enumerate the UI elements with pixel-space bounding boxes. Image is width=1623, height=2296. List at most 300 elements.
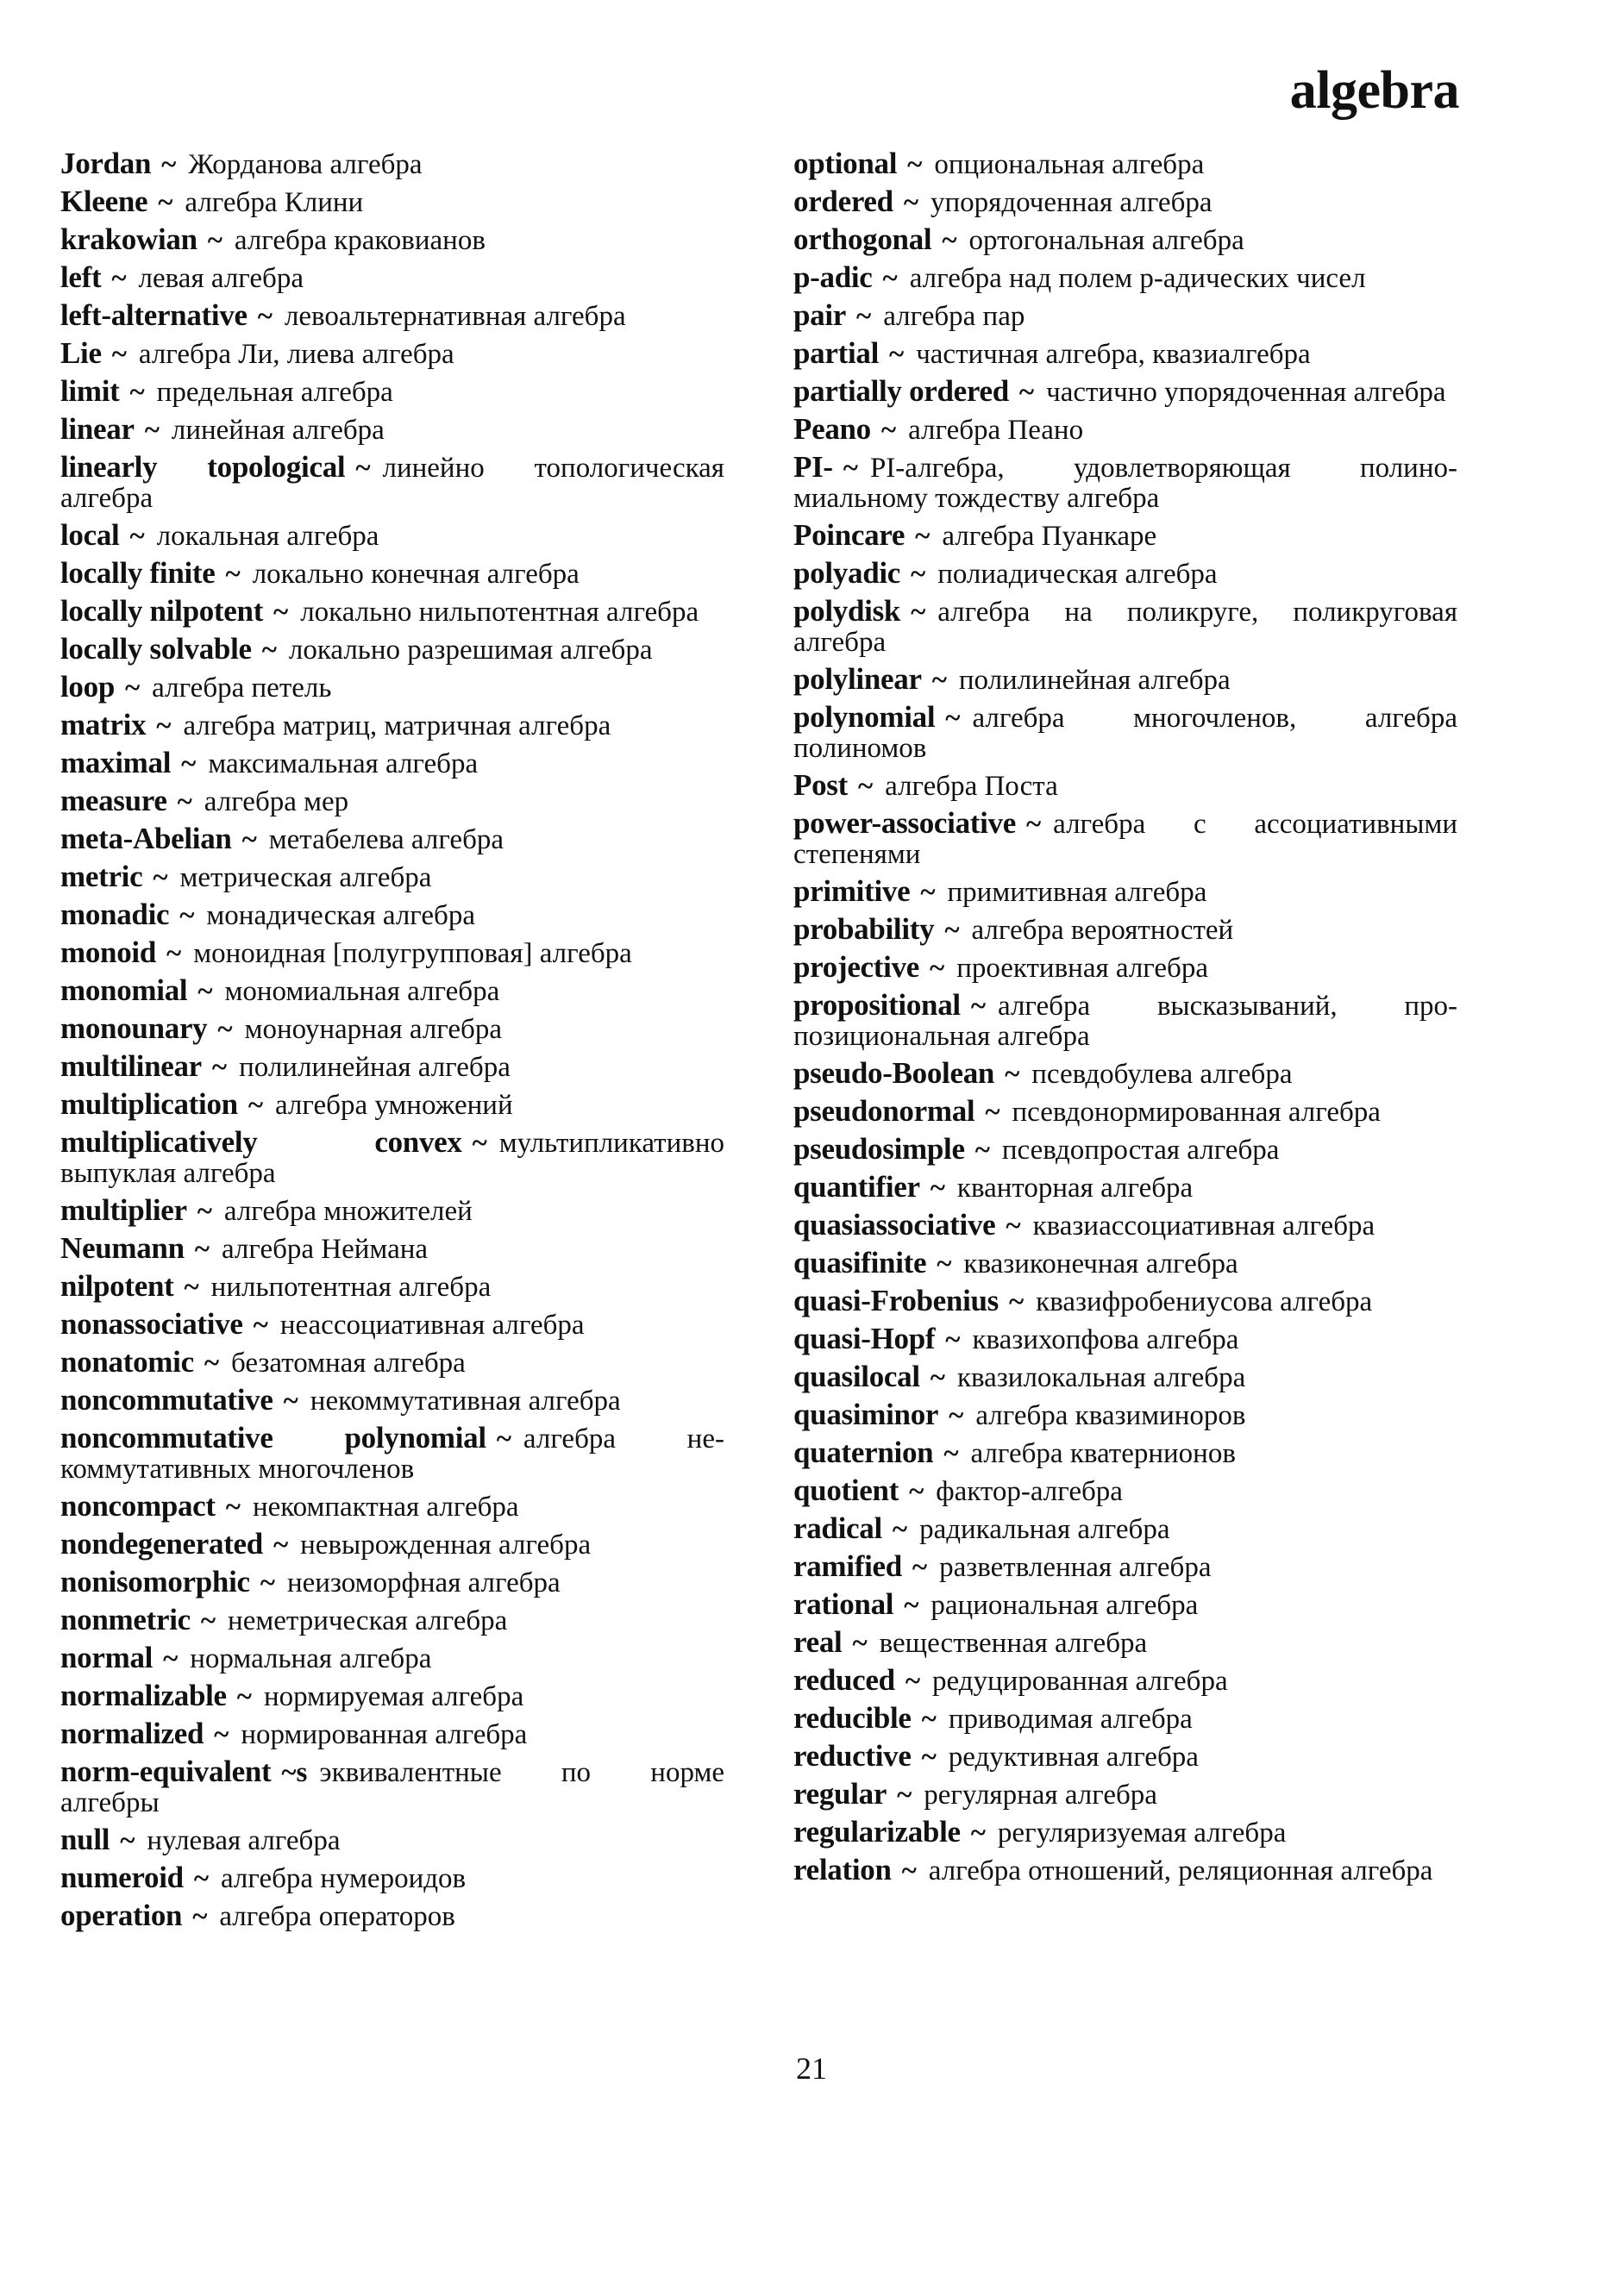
- dictionary-entry: [793, 664, 1457, 696]
- dictionary-entry: [793, 558, 1457, 590]
- entry-translation: алгебра над полем p-адических чисел: [909, 263, 1366, 294]
- entry-headword: ramified: [793, 1549, 902, 1583]
- entry-translation: алгебра с ассоциативными степенями: [793, 809, 1457, 870]
- dictionary-entry: [793, 1248, 1457, 1279]
- dictionary-entry: [793, 224, 1457, 256]
- entry-headword: left-alternative: [60, 298, 248, 332]
- entry-tilde: ~: [472, 1128, 487, 1159]
- entry-translation: приводимая алгебра: [948, 1704, 1193, 1735]
- dictionary-entry: [60, 672, 724, 704]
- entry-headword: p-adic: [793, 260, 873, 294]
- entry-translation: моноидная [полугрупповая] алгебра: [193, 938, 632, 969]
- entry-tilde: ~: [273, 1530, 289, 1561]
- entry-translation: ортогональная алгебра: [968, 225, 1244, 256]
- dictionary-entry: [793, 520, 1457, 552]
- entry-headword: probability: [793, 912, 935, 946]
- entry-translation: локально нильпотентная алгебра: [300, 597, 699, 628]
- entry-translation: квазифробениусова алгебра: [1036, 1286, 1373, 1317]
- dictionary-entry: [793, 262, 1457, 294]
- entry-headword: radical: [793, 1511, 882, 1545]
- dictionary-entry: [793, 376, 1457, 408]
- entry-translation: локальная алгебра: [156, 521, 379, 552]
- dictionary-entry: [793, 1096, 1457, 1128]
- entry-tilde: ~: [261, 635, 277, 666]
- entry-tilde: ~: [129, 521, 145, 552]
- entry-translation: метрическая алгебра: [179, 862, 432, 893]
- entry-tilde: ~: [161, 149, 177, 180]
- entry-translation: метабелева алгебра: [268, 824, 504, 855]
- entry-headword: normalizable: [60, 1679, 227, 1712]
- entry-tilde: ~: [153, 862, 168, 893]
- entry-tilde: ~: [111, 339, 127, 370]
- entry-tilde: ~: [111, 263, 127, 294]
- dictionary-entry: [793, 452, 1457, 514]
- entry-translation: псевдонормированная алгебра: [1012, 1097, 1381, 1128]
- entry-translation: редуцированная алгебра: [931, 1666, 1228, 1697]
- entry-tilde: ~: [163, 1643, 179, 1674]
- entry-translation: нормальная алгебра: [190, 1643, 432, 1674]
- entry-translation: кванторная алгебра: [956, 1173, 1194, 1204]
- entry-headword: multiplication: [60, 1087, 238, 1121]
- entry-headword: loop: [60, 670, 115, 704]
- entry-translation: алгебра множителей: [223, 1196, 473, 1227]
- entry-tilde: ~: [184, 1272, 199, 1303]
- entry-headword: multilinear: [60, 1049, 202, 1083]
- dictionary-entry: [60, 262, 724, 294]
- entry-translation: неассоциативная алгебра: [279, 1310, 585, 1341]
- entry-headword: real: [793, 1625, 843, 1659]
- entry-headword: limit: [60, 374, 120, 408]
- entry-tilde: ~: [901, 1855, 917, 1886]
- entry-headword: monounary: [60, 1011, 208, 1045]
- entry-translation: полиадическая алгебра: [937, 559, 1218, 590]
- entry-tilde: ~: [1005, 1059, 1020, 1090]
- entry-translation: алгебра многочленов, алгебра полиномов: [793, 703, 1457, 764]
- dictionary-entry: [60, 823, 724, 855]
- entry-tilde: ~: [217, 1014, 233, 1045]
- entry-translation: локально разрешимая алгебра: [288, 635, 653, 666]
- entry-headword: Poincare: [793, 518, 905, 552]
- entry-tilde: ~: [852, 1628, 868, 1659]
- dictionary-entry: [60, 1680, 724, 1712]
- entry-tilde: ~: [911, 597, 926, 628]
- entry-headword: multiplier: [60, 1193, 187, 1227]
- entry-translation: эквивалентные по норме алгебры: [60, 1757, 724, 1818]
- dictionary-entry: [60, 785, 724, 817]
- dictionary-entry: [60, 748, 724, 779]
- entry-headword: partially ordered: [793, 374, 1009, 408]
- entry-tilde: ~: [355, 453, 371, 484]
- dictionary-entry: [60, 520, 724, 552]
- dictionary-entry: [60, 899, 724, 931]
- dictionary-entry: [60, 1347, 724, 1379]
- entry-tilde: ~: [921, 1742, 937, 1773]
- dictionary-entry: [60, 1309, 724, 1341]
- dictionary-entry: [60, 975, 724, 1007]
- entry-headword: left: [60, 260, 102, 294]
- entry-tilde: ~: [915, 521, 931, 552]
- entry-tilde: ~: [260, 1567, 275, 1598]
- entry-tilde: ~: [930, 1173, 945, 1204]
- entry-tilde: ~: [892, 1514, 908, 1545]
- entry-headword: normal: [60, 1641, 154, 1674]
- entry-translation: мономиальная алгебра: [224, 976, 500, 1007]
- entry-tilde: ~: [942, 225, 957, 256]
- dictionary-entry: [793, 1703, 1457, 1735]
- entry-translation: полилинейная алгебра: [958, 665, 1231, 696]
- dictionary-entry: [60, 1605, 724, 1636]
- entry-headword: quasilocal: [793, 1360, 920, 1393]
- dictionary-entry: [793, 876, 1457, 908]
- entry-tilde: ~: [903, 187, 919, 218]
- entry-translation: безатомная алгебра: [230, 1348, 466, 1379]
- entry-headword: nonatomic: [60, 1345, 194, 1379]
- entry-tilde: ~: [144, 415, 160, 446]
- entry-headword: nonisomorphic: [60, 1565, 250, 1598]
- dictionary-entry: [60, 1089, 724, 1121]
- entry-translation: алгебра матриц, матричная алгебра: [183, 710, 611, 741]
- dictionary-entry: [793, 186, 1457, 218]
- dictionary-entry: [60, 1271, 724, 1303]
- entry-translation: монадическая алгебра: [206, 900, 475, 931]
- entry-headword: nonassociative: [60, 1307, 243, 1341]
- entry-headword: partial: [793, 336, 880, 370]
- entry-headword: Kleene: [60, 185, 148, 218]
- dictionary-entry: [60, 596, 724, 628]
- dictionary-entry: [60, 710, 724, 741]
- entry-translation: частично упорядоченная алгебра: [1046, 377, 1446, 408]
- entry-tilde: ~: [905, 1666, 920, 1697]
- dictionary-entry: [60, 1013, 724, 1045]
- entry-tilde: ~: [907, 149, 923, 180]
- dictionary-entry: [60, 1756, 724, 1818]
- entry-tilde: ~: [225, 1492, 241, 1523]
- entry-translation: Жорданова алгебра: [188, 149, 423, 180]
- entry-tilde: ~: [125, 673, 141, 704]
- dictionary-entry: [60, 1642, 724, 1674]
- entry-translation: максимальная алгебра: [208, 748, 479, 779]
- entry-translation: линейно топологическая алгебра: [60, 453, 724, 514]
- entry-tilde: ~: [904, 1590, 919, 1621]
- entry-translation: проективная алгебра: [956, 953, 1208, 984]
- dictionary-entry: [60, 1233, 724, 1265]
- entry-headword: monadic: [60, 898, 170, 931]
- entry-translation: нормируемая алгебра: [263, 1681, 524, 1712]
- dictionary-entry: [793, 702, 1457, 764]
- entry-headword: quasiassociative: [793, 1208, 996, 1242]
- entry-translation: алгебра вероятностей: [971, 915, 1234, 946]
- entry-headword: pseudonormal: [793, 1094, 975, 1128]
- dictionary-entry: [60, 338, 724, 370]
- left-column: [60, 148, 724, 1938]
- entry-translation: алгебра некоммутативных многочленов: [60, 1423, 724, 1485]
- entry-headword: nondegenerated: [60, 1527, 263, 1561]
- entry-headword: quaternion: [793, 1436, 934, 1469]
- entry-headword: Post: [793, 768, 848, 802]
- entry-tilde: ~: [236, 1681, 252, 1712]
- entry-headword: operation: [60, 1899, 183, 1932]
- entry-tilde: ~: [920, 877, 936, 908]
- entry-tilde: ~: [937, 1248, 952, 1279]
- entry-tilde: ~: [120, 1825, 135, 1856]
- entry-translation: вещественная алгебра: [879, 1628, 1148, 1659]
- entry-headword: reduced: [793, 1663, 895, 1697]
- entry-tilde: ~: [194, 1234, 210, 1265]
- entry-tilde: ~: [944, 915, 960, 946]
- dictionary-entry: [793, 148, 1457, 180]
- entry-headword: quotient: [793, 1473, 899, 1507]
- entry-tilde: ~: [970, 991, 987, 1022]
- entry-headword: primitive: [793, 874, 911, 908]
- entry-translation: неизоморфная алгебра: [286, 1567, 561, 1598]
- entry-translation: некоммутативная алгебра: [310, 1386, 621, 1417]
- entry-translation: квазилокальная алгебра: [956, 1362, 1246, 1393]
- entry-tilde: ~: [856, 301, 872, 332]
- entry-tilde: ~: [197, 1196, 212, 1227]
- entry-translation: редуктивная алгебра: [948, 1742, 1199, 1773]
- entry-translation: алгебра квазиминоров: [975, 1400, 1246, 1431]
- dictionary-entry: [793, 1551, 1457, 1583]
- entry-tilde: ~: [241, 824, 257, 855]
- dictionary-entry: [793, 1058, 1457, 1090]
- entry-translation: левая алгебра: [138, 263, 304, 294]
- dictionary-entry: [793, 1817, 1457, 1849]
- dictionary-entry: [60, 1385, 724, 1417]
- entry-translation: частичная алгебра, квазиалгебра: [916, 339, 1311, 370]
- entry-tilde: ~: [945, 703, 961, 734]
- entry-translation: алгебра кватернионов: [970, 1438, 1236, 1469]
- dictionary-entry: [793, 990, 1457, 1052]
- entry-translation: алгебра мер: [204, 786, 349, 817]
- entry-headword: Neumann: [60, 1231, 185, 1265]
- entry-headword: polydisk: [793, 594, 901, 628]
- dictionary-entry: [793, 1475, 1457, 1507]
- dictionary-entry: [793, 952, 1457, 984]
- entry-headword: reductive: [793, 1739, 912, 1773]
- dictionary-entry: [793, 1399, 1457, 1431]
- entry-tilde: ~: [909, 1476, 924, 1507]
- entry-translation: алгебра отношений, реляционная алгебра: [928, 1855, 1433, 1886]
- entry-translation: мультипликативно выпуклая алгебра: [60, 1128, 724, 1189]
- entry-translation: квазиконечная алгебра: [963, 1248, 1238, 1279]
- entry-headword: locally finite: [60, 556, 216, 590]
- entry-tilde: ~: [211, 1052, 228, 1083]
- dictionary-entry: [793, 1779, 1457, 1811]
- dictionary-entry: [793, 1172, 1457, 1204]
- entry-tilde: ~: [179, 900, 195, 931]
- entry-headword: pseudo-Boolean: [793, 1056, 995, 1090]
- entry-translation: некомпактная алгебра: [252, 1492, 519, 1523]
- dictionary-entry: [60, 1195, 724, 1227]
- entry-tilde: ~: [880, 415, 897, 446]
- entry-headword: krakowian: [60, 222, 197, 256]
- dictionary-entry: [60, 148, 724, 180]
- entry-tilde: ~: [197, 976, 213, 1007]
- dictionary-entry: [793, 1134, 1457, 1166]
- entry-tilde: ~: [225, 559, 241, 590]
- entry-headword: linear: [60, 412, 135, 446]
- entry-translation: моноунарная алгебра: [244, 1014, 502, 1045]
- entry-translation: алгебра Ли, лиева алгебра: [138, 339, 454, 370]
- entry-tilde: ~: [273, 597, 289, 628]
- entry-translation: алгебра пар: [883, 301, 1025, 332]
- entry-tilde: ~: [974, 1135, 990, 1166]
- dictionary-entry: [793, 808, 1457, 870]
- entry-translation: предельная алгебра: [156, 377, 393, 408]
- dictionary-entry: [60, 634, 724, 666]
- entry-headword: ordered: [793, 185, 893, 218]
- entry-translation: алгебра краковианов: [234, 225, 486, 256]
- dictionary-entry: [60, 1529, 724, 1561]
- entry-tilde: ~s: [281, 1757, 308, 1788]
- dictionary-entry: [60, 452, 724, 514]
- dictionary-entry: [793, 1855, 1457, 1886]
- entry-translation: алгебра петель: [152, 673, 332, 704]
- dictionary-entry: [793, 1741, 1457, 1773]
- entry-tilde: ~: [911, 559, 926, 590]
- right-column: [793, 148, 1457, 1892]
- entry-translation: алгебра операторов: [219, 1901, 455, 1932]
- entry-headword: polynomial: [793, 700, 936, 734]
- dictionary-entry: [793, 1627, 1457, 1659]
- entry-headword: numeroid: [60, 1861, 184, 1894]
- dictionary-entry: [60, 224, 724, 256]
- entry-tilde: ~: [930, 1362, 945, 1393]
- dictionary-entry: [60, 861, 724, 893]
- entry-tilde: ~: [889, 339, 905, 370]
- entry-translation: квазихопфова алгебра: [972, 1324, 1239, 1355]
- entry-tilde: ~: [970, 1817, 986, 1849]
- entry-headword: Peano: [793, 412, 871, 446]
- entry-headword: quasi-Frobenius: [793, 1284, 999, 1317]
- entry-translation: невырожденная алгебра: [300, 1530, 592, 1561]
- entry-headword: PI-: [793, 450, 833, 484]
- dictionary-entry: [60, 1423, 724, 1485]
- entry-tilde: ~: [257, 301, 273, 332]
- page-number: 21: [796, 2051, 827, 2086]
- dictionary-entry: [793, 1589, 1457, 1621]
- entry-tilde: ~: [214, 1719, 229, 1750]
- entry-headword: normalized: [60, 1717, 204, 1750]
- entry-headword: metric: [60, 860, 143, 893]
- dictionary-entry: [793, 1513, 1457, 1545]
- entry-translation: регуляризуемая алгебра: [997, 1817, 1287, 1849]
- entry-tilde: ~: [945, 1324, 961, 1355]
- dictionary-entry: [60, 1718, 724, 1750]
- entry-headword: monoid: [60, 935, 157, 969]
- entry-translation: левоальтернативная алгебра: [284, 301, 626, 332]
- entry-translation: разветвленная алгебра: [939, 1552, 1212, 1583]
- entry-tilde: ~: [192, 1901, 208, 1932]
- entry-translation: полилинейная алгебра: [239, 1052, 511, 1083]
- entry-tilde: ~: [207, 225, 222, 256]
- entry-headword: Jordan: [60, 147, 152, 180]
- entry-headword: noncommutative polynomial: [60, 1421, 486, 1455]
- entry-translation: PI-алгебра, удовлетворяющая полиномиальному тождеству алгебра: [793, 453, 1457, 514]
- entry-tilde: ~: [177, 786, 192, 817]
- entry-tilde: ~: [912, 1552, 928, 1583]
- entry-translation: нулевая алгебра: [147, 1825, 341, 1856]
- entry-headword: power-associative: [793, 806, 1016, 840]
- dictionary-entry: [793, 1286, 1457, 1317]
- entry-headword: monomial: [60, 973, 188, 1007]
- entry-tilde: ~: [1025, 809, 1042, 840]
- entry-tilde: ~: [985, 1097, 1000, 1128]
- entry-headword: regular: [793, 1777, 887, 1811]
- entry-translation: алгебра Пуанкаре: [942, 521, 1157, 552]
- entry-headword: nilpotent: [60, 1269, 174, 1303]
- entry-headword: nonmetric: [60, 1603, 191, 1636]
- dictionary-entry: [60, 558, 724, 590]
- entry-tilde: ~: [949, 1400, 964, 1431]
- dictionary-entry: [60, 186, 724, 218]
- entry-headword: optional: [793, 147, 898, 180]
- entry-headword: null: [60, 1823, 110, 1856]
- entry-translation: рациональная алгебра: [931, 1590, 1199, 1621]
- entry-headword: orthogonal: [793, 222, 932, 256]
- entry-tilde: ~: [166, 938, 182, 969]
- entry-tilde: ~: [496, 1423, 511, 1455]
- entry-translation: алгебра Клини: [185, 187, 364, 218]
- entry-tilde: ~: [200, 1605, 216, 1636]
- entry-tilde: ~: [857, 771, 874, 802]
- entry-translation: алгебра высказываний, пропозициональная алгебра: [793, 991, 1457, 1052]
- entry-headword: matrix: [60, 708, 147, 741]
- dictionary-entry: [793, 1361, 1457, 1393]
- entry-translation: псевдобулева алгебра: [1031, 1059, 1293, 1090]
- dictionary-entry: [793, 338, 1457, 370]
- dictionary-entry: [60, 1862, 724, 1894]
- entry-headword: noncommutative: [60, 1383, 273, 1417]
- entry-translation: регулярная алгебра: [924, 1780, 1157, 1811]
- entry-translation: псевдопростая алгебра: [1001, 1135, 1280, 1166]
- entry-translation: локально конечная алгебра: [252, 559, 580, 590]
- entry-translation: фактор-алгебра: [936, 1476, 1123, 1507]
- entry-translation: неметрическая алгебра: [228, 1605, 508, 1636]
- entry-tilde: ~: [248, 1090, 263, 1121]
- entry-tilde: ~: [204, 1348, 219, 1379]
- entry-tilde: ~: [1018, 377, 1035, 408]
- dictionary-entry: [60, 1567, 724, 1598]
- entry-tilde: ~: [156, 710, 172, 741]
- entry-headword: quantifier: [793, 1170, 920, 1204]
- entry-translation: нормированная алгебра: [241, 1719, 528, 1750]
- entry-translation: упорядоченная алгебра: [931, 187, 1213, 218]
- entry-headword: pseudosimple: [793, 1132, 965, 1166]
- dictionary-entry: [793, 914, 1457, 946]
- entry-tilde: ~: [193, 1863, 209, 1894]
- dictionary-entry: [60, 1491, 724, 1523]
- entry-headword: maximal: [60, 746, 172, 779]
- entry-headword: rational: [793, 1587, 894, 1621]
- entry-tilde: ~: [181, 748, 197, 779]
- entry-tilde: ~: [283, 1386, 298, 1417]
- dictionary-entry: [793, 596, 1457, 658]
- entry-tilde: ~: [1009, 1286, 1025, 1317]
- entry-headword: locally nilpotent: [60, 594, 264, 628]
- dictionary-entry: [60, 376, 724, 408]
- entry-tilde: ~: [158, 187, 173, 218]
- dictionary-entry: [60, 1824, 724, 1856]
- entry-headword: polyadic: [793, 556, 901, 590]
- entry-translation: алгебра умножений: [275, 1090, 513, 1121]
- entry-headword: pair: [793, 298, 847, 332]
- entry-headword: propositional: [793, 988, 961, 1022]
- entry-headword: noncompact: [60, 1489, 216, 1523]
- entry-translation: алгебра Неймана: [221, 1234, 429, 1265]
- entry-translation: линейная алгебра: [171, 415, 385, 446]
- dictionary-entry: [793, 1323, 1457, 1355]
